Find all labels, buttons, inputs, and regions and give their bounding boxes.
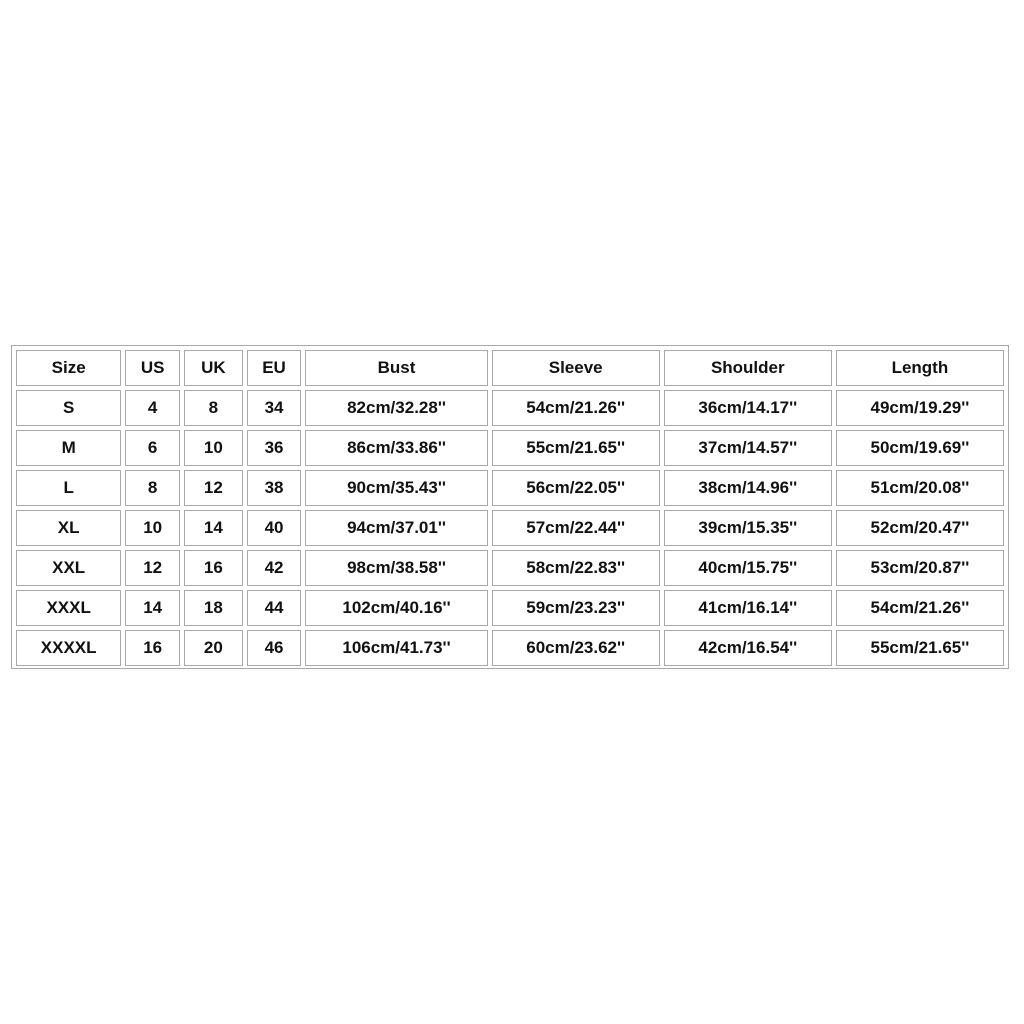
table-row (16, 390, 1004, 426)
table-row (16, 550, 1004, 586)
cell-shoulder: 42cm/16.54'' (664, 630, 832, 666)
cell-us: 4 (125, 390, 180, 426)
cell-bust: 94cm/37.01'' (305, 510, 487, 546)
cell-eu: 42 (247, 550, 302, 586)
cell-length: 55cm/21.65'' (836, 630, 1004, 666)
cell-eu: 34 (247, 390, 302, 426)
header-shoulder: Shoulder (664, 350, 832, 386)
header-length: Length (836, 350, 1004, 386)
table-row (16, 430, 1004, 466)
cell-length: 53cm/20.87'' (836, 550, 1004, 586)
cell-eu: 38 (247, 470, 302, 506)
size-chart (11, 345, 1009, 669)
header-us: US (125, 350, 180, 386)
cell-sleeve: 58cm/22.83'' (492, 550, 660, 586)
cell-shoulder: 38cm/14.96'' (664, 470, 832, 506)
cell-shoulder: 40cm/15.75'' (664, 550, 832, 586)
cell-size: XL (16, 510, 121, 546)
header-bust: Bust (305, 350, 487, 386)
cell-bust: 82cm/32.28'' (305, 390, 487, 426)
cell-size: M (16, 430, 121, 466)
cell-length: 54cm/21.26'' (836, 590, 1004, 626)
cell-sleeve: 54cm/21.26'' (492, 390, 660, 426)
cell-eu: 40 (247, 510, 302, 546)
cell-shoulder: 36cm/14.17'' (664, 390, 832, 426)
cell-sleeve: 59cm/23.23'' (492, 590, 660, 626)
cell-us: 14 (125, 590, 180, 626)
cell-length: 49cm/19.29'' (836, 390, 1004, 426)
cell-size: XXL (16, 550, 121, 586)
cell-eu: 46 (247, 630, 302, 666)
cell-bust: 102cm/40.16'' (305, 590, 487, 626)
cell-bust: 90cm/35.43'' (305, 470, 487, 506)
cell-length: 50cm/19.69'' (836, 430, 1004, 466)
cell-sleeve: 55cm/21.65'' (492, 430, 660, 466)
cell-eu: 44 (247, 590, 302, 626)
cell-bust: 86cm/33.86'' (305, 430, 487, 466)
cell-length: 52cm/20.47'' (836, 510, 1004, 546)
header-uk: UK (184, 350, 243, 386)
cell-us: 6 (125, 430, 180, 466)
cell-uk: 20 (184, 630, 243, 666)
cell-shoulder: 39cm/15.35'' (664, 510, 832, 546)
table-row (16, 470, 1004, 506)
cell-sleeve: 57cm/22.44'' (492, 510, 660, 546)
cell-size: S (16, 390, 121, 426)
table-row (16, 630, 1004, 666)
cell-us: 12 (125, 550, 180, 586)
cell-us: 10 (125, 510, 180, 546)
header-size: Size (16, 350, 121, 386)
cell-uk: 12 (184, 470, 243, 506)
cell-bust: 98cm/38.58'' (305, 550, 487, 586)
cell-size: XXXL (16, 590, 121, 626)
cell-size: XXXXL (16, 630, 121, 666)
cell-uk: 8 (184, 390, 243, 426)
cell-eu: 36 (247, 430, 302, 466)
cell-bust: 106cm/41.73'' (305, 630, 487, 666)
cell-sleeve: 56cm/22.05'' (492, 470, 660, 506)
cell-length: 51cm/20.08'' (836, 470, 1004, 506)
cell-shoulder: 37cm/14.57'' (664, 430, 832, 466)
cell-size: L (16, 470, 121, 506)
table-row (16, 590, 1004, 626)
header-sleeve: Sleeve (492, 350, 660, 386)
cell-us: 8 (125, 470, 180, 506)
cell-uk: 14 (184, 510, 243, 546)
cell-sleeve: 60cm/23.62'' (492, 630, 660, 666)
cell-uk: 16 (184, 550, 243, 586)
cell-uk: 18 (184, 590, 243, 626)
size-table (12, 346, 1008, 670)
cell-shoulder: 41cm/16.14'' (664, 590, 832, 626)
header-eu: EU (247, 350, 302, 386)
cell-us: 16 (125, 630, 180, 666)
table-header-row (16, 350, 1004, 386)
cell-uk: 10 (184, 430, 243, 466)
table-row (16, 510, 1004, 546)
